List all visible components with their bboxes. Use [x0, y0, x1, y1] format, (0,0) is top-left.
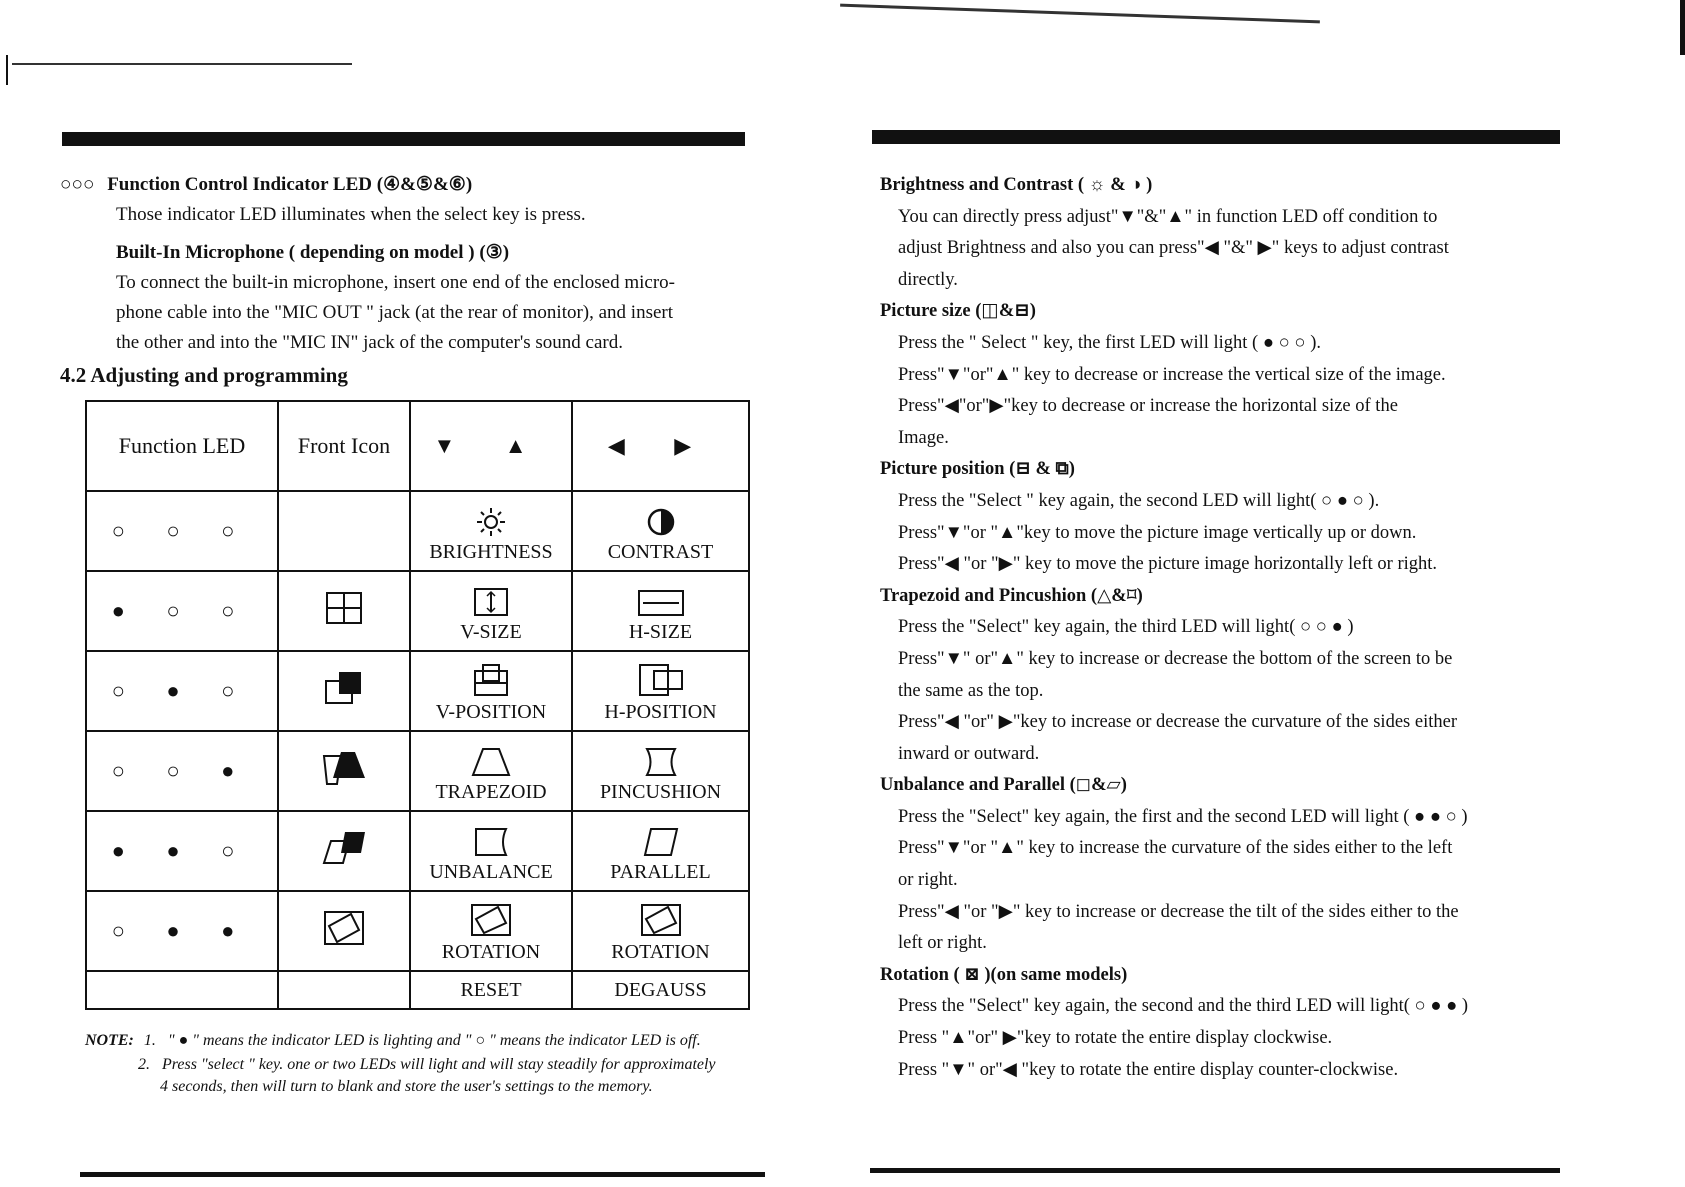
- h-size-icon: [637, 589, 685, 617]
- front-icon-cell: [278, 491, 410, 571]
- v-size-icon: [473, 587, 509, 617]
- top-right-scan-edge: [840, 4, 1320, 24]
- table-row: [86, 971, 749, 1009]
- note-block: [85, 1030, 725, 1098]
- paragraph-line: Press "▲"or" ▶"key to rotate the entire display clockwise.: [898, 1028, 1333, 1049]
- front-icon-cell: [278, 571, 410, 651]
- paragraph-line: Press"◀ "or "▶" key to move the picture image horizontally left or right.: [898, 554, 1438, 575]
- trapezoid-pincushion-heading: Trapezoid and Pincushion (△&⌑): [880, 585, 1143, 606]
- paragraph-line: adjust Brightness and also you can press"◀ "&" ▶" keys to adjust contrast: [898, 238, 1449, 259]
- function-control-heading: [60, 170, 750, 200]
- unbalance-label: UNBALANCE: [429, 861, 553, 883]
- led-pattern: ○ ○ ○: [86, 491, 278, 571]
- unbalance-icon: [473, 827, 509, 857]
- right-page-text: [880, 170, 1530, 1086]
- parallel-label: PARALLEL: [610, 861, 711, 883]
- paragraph-line: Press"◀ "or "▶" key to increase or decrease the tilt of the sides either to the: [898, 901, 1459, 922]
- parallel-icon: [643, 827, 679, 857]
- contrast-label: CONTRAST: [607, 541, 714, 563]
- v-size-cell: [410, 571, 572, 651]
- header-left-right: ◀ ▶: [572, 401, 749, 491]
- paragraph-line: Press the "Select" key again, the third LED will light( ○ ○ ● ): [898, 617, 1354, 638]
- microphone-line-3: the other and into the "MIC IN" jack of the computer's sound card.: [116, 332, 623, 353]
- led-pattern: ○ ● ●: [86, 891, 278, 971]
- trapezoid-cell: [410, 731, 572, 811]
- paragraph-line: Press the "Select" key again, the first and the second LED will light ( ● ● ○ ): [898, 806, 1468, 827]
- left-footer-bar: [80, 1172, 765, 1177]
- sun-icon: [476, 507, 506, 537]
- function-control-text: Those indicator LED illuminates when the select key is press.: [116, 204, 586, 225]
- paragraph-line: Press the " Select " key, the first LED will light ( ● ○ ○ ).: [898, 332, 1322, 353]
- left-edge-mark: [6, 55, 8, 85]
- note-item-1-num: 1.: [143, 1032, 156, 1049]
- brightness-contrast-heading: Brightness and Contrast ( ☼ & ◑ ): [880, 175, 1153, 195]
- table-row: [86, 811, 749, 891]
- paragraph-line: Press"▼" or"▲" key to increase or decrease the bottom of the screen to be: [898, 648, 1453, 669]
- picture-position-icon: [323, 669, 365, 707]
- picture-position-heading: Picture position (⊟ & ⧉): [880, 459, 1075, 480]
- paragraph-line: left or right.: [898, 933, 987, 954]
- paragraph-line: or right.: [898, 870, 958, 891]
- v-position-cell: [410, 651, 572, 731]
- h-position-cell: [572, 651, 749, 731]
- trapezoid-front-icon: [321, 748, 367, 788]
- left-page-text: [60, 170, 750, 390]
- note-item-2-text: Press "select " key. one or two LEDs will light and will stay steadily for approximately 4 seconds, then will turn to blank and store the user's settings to the memory.: [160, 1056, 716, 1095]
- v-position-label: V-POSITION: [435, 701, 547, 723]
- note-item-1: [85, 1030, 725, 1052]
- note-item-2: [85, 1054, 725, 1098]
- note-item-2-num: 2.: [138, 1056, 150, 1073]
- rotation-icon: [470, 903, 512, 937]
- pincushion-label: PINCUSHION: [599, 781, 722, 803]
- paragraph-line: the same as the top.: [898, 680, 1044, 701]
- h-size-cell: [572, 571, 749, 651]
- reset-label: RESET: [410, 971, 572, 1009]
- pincushion-cell: [572, 731, 749, 811]
- rotation-icon: [640, 903, 682, 937]
- paragraph-line: inward or outward.: [898, 743, 1040, 764]
- table-row: [86, 491, 749, 571]
- paragraph-line: directly.: [898, 269, 958, 290]
- led-pattern: [86, 971, 278, 1009]
- section-title: 4.2 Adjusting and programming: [60, 363, 348, 387]
- paragraph-line: Press the "Select" key again, the second and the third LED will light( ○ ● ● ): [898, 996, 1469, 1017]
- table-row: [86, 651, 749, 731]
- contrast-cell: [572, 491, 749, 571]
- degauss-label: DEGAUSS: [572, 971, 749, 1009]
- right-edge-mark: [1680, 0, 1685, 55]
- paragraph-line: You can directly press adjust"▼"&"▲" in function LED off condition to: [898, 206, 1438, 227]
- front-icon-cell: [278, 811, 410, 891]
- right-footer-bar: [870, 1168, 1560, 1173]
- function-control-leds: ○○○: [60, 174, 95, 195]
- left-header-bar: [62, 132, 745, 146]
- front-icon-cell: [278, 971, 410, 1009]
- pincushion-icon: [644, 747, 678, 777]
- header-up-down: ▼ ▲: [410, 401, 572, 491]
- led-pattern: ○ ● ○: [86, 651, 278, 731]
- trapezoid-icon: [471, 747, 511, 777]
- led-pattern: ● ○ ○: [86, 571, 278, 651]
- table-row: [86, 731, 749, 811]
- led-pattern: ○ ○ ●: [86, 731, 278, 811]
- paragraph-line: Press"▼"or "▲"key to move the picture image vertically up or down.: [898, 522, 1417, 543]
- h-position-label: H-POSITION: [604, 701, 717, 723]
- parallel-cell: [572, 811, 749, 891]
- microphone-line-2: phone cable into the "MIC OUT " jack (at the rear of monitor), and insert: [116, 302, 674, 323]
- led-pattern: ● ● ○: [86, 811, 278, 891]
- unbalance-parallel-heading: Unbalance and Parallel (◻&▱): [880, 775, 1127, 796]
- paragraph-line: Press"▼"or"▲" key to decrease or increase the vertical size of the image.: [898, 364, 1446, 385]
- trapezoid-label: TRAPEZOID: [435, 781, 547, 803]
- v-position-icon: [473, 663, 509, 697]
- front-icon-cell: [278, 731, 410, 811]
- brightness-label: BRIGHTNESS: [429, 541, 553, 563]
- front-icon-cell: [278, 891, 410, 971]
- h-size-label: H-SIZE: [628, 621, 693, 643]
- rotation-front-icon: [323, 910, 365, 946]
- contrast-icon: [646, 507, 676, 537]
- rotation-label-ud: ROTATION: [441, 941, 541, 963]
- header-front-icon: Front Icon: [278, 401, 410, 491]
- note-item-1-text: " ● " means the indicator LED is lighting and " ○ " means the indicator LED is off.: [167, 1032, 701, 1049]
- paragraph-line: Press the "Select " key again, the second LED will light( ○ ● ○ ).: [898, 490, 1380, 511]
- front-icon-cell: [278, 651, 410, 731]
- paragraph-line: Press"◀"or"▶"key to decrease or increase the horizontal size of the: [898, 396, 1398, 417]
- rotation-heading: Rotation ( ⊠ )(on same models): [880, 964, 1128, 985]
- table-row: [86, 891, 749, 971]
- unbalance-cell: [410, 811, 572, 891]
- table-header-row: [86, 401, 749, 491]
- microphone-title: Built-In Microphone ( depending on model ) (③): [116, 242, 510, 263]
- picture-size-icon: [325, 591, 363, 625]
- microphone-line-1: To connect the built-in microphone, insert one end of the enclosed micro-: [116, 272, 675, 293]
- v-size-label: V-SIZE: [460, 621, 522, 643]
- paragraph-line: Press"▼"or "▲" key to increase the curvature of the sides either to the left: [898, 838, 1453, 859]
- parallel-front-icon: [321, 829, 367, 867]
- paragraph-line: Image.: [898, 427, 949, 448]
- rotation-label-lr: ROTATION: [611, 941, 710, 963]
- picture-size-heading: Picture size (◫&⊟): [880, 301, 1036, 322]
- rotation-cell-ud: [410, 891, 572, 971]
- paragraph-line: Press"◀ "or" ▶"key to increase or decrease the curvature of the sides either: [898, 712, 1457, 733]
- header-function-led: Function LED: [86, 401, 278, 491]
- rotation-cell-lr: [572, 891, 749, 971]
- note-label: NOTE:: [85, 1032, 134, 1049]
- function-table: [85, 400, 750, 1010]
- right-header-bar: [872, 130, 1560, 144]
- function-control-title: Function Control Indicator LED (④&⑤&⑥): [107, 174, 473, 195]
- top-left-rule: [12, 63, 352, 65]
- brightness-cell: [410, 491, 572, 571]
- paragraph-line: Press "▼" or"◀ "key to rotate the entire display counter-clockwise.: [898, 1059, 1399, 1080]
- h-position-icon: [638, 663, 684, 697]
- table-row: [86, 571, 749, 651]
